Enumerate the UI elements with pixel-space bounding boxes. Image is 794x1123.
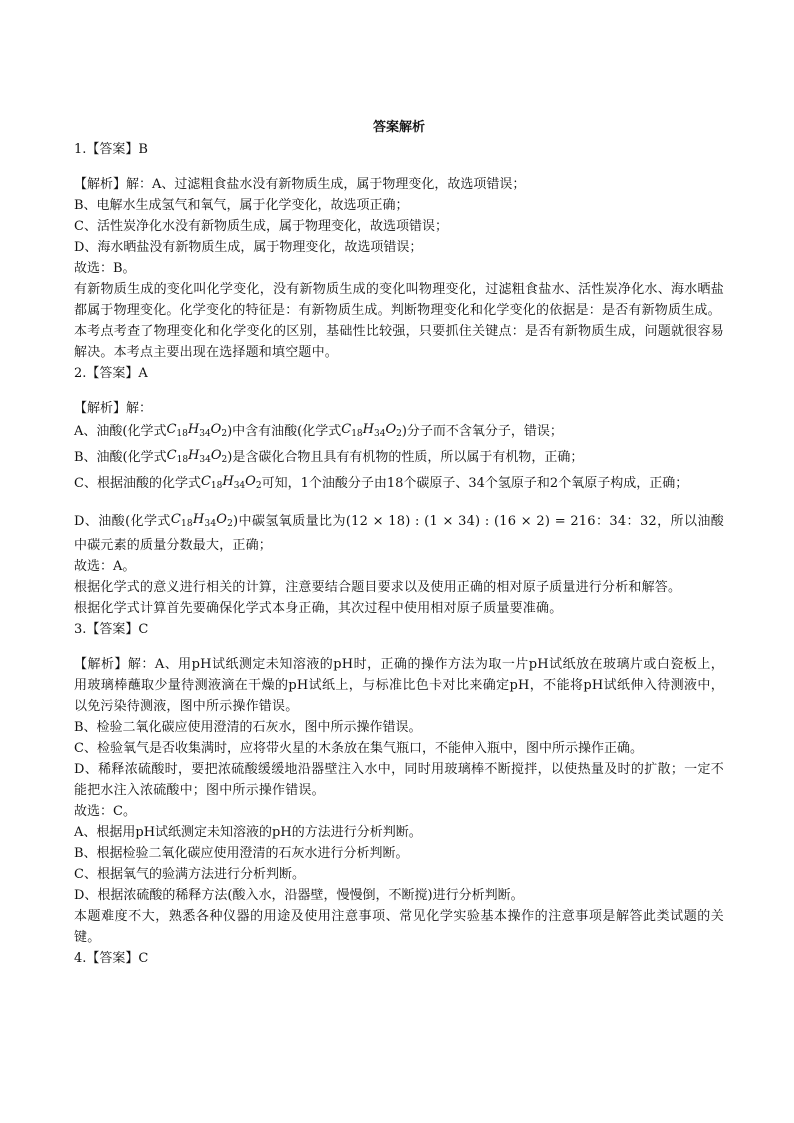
oleic-acid-formula: $C_{18}H_{34}O_2$	[341, 422, 402, 439]
q2-option-c	[74, 471, 724, 497]
q1-option-d: D、海水晒盐没有新物质生成，属于物理变化，故选项错误；	[74, 240, 423, 255]
q3-reason-b: B、根据检验二氧化碳应使用澄清的石灰水进行分析判断。	[74, 846, 409, 861]
q1-option-c: C、活性炭净化水没有新物质生成，属于物理变化，故选项错误；	[74, 219, 448, 234]
q2-b-text: B、油酸(化学式	[74, 450, 167, 465]
q3-choice: 故选：C。	[74, 804, 136, 819]
q2-analysis: 【解析】解：	[74, 401, 153, 416]
q2-answer: 2.【答案】A	[74, 366, 148, 381]
q2-summary: 根据化学式计算首先要确保化学式本身正确，其次过程中使用相对原子质量要准确。	[74, 601, 563, 616]
q2-a-text: )中含有油酸(化学式	[227, 424, 342, 439]
page-title: 答案解析	[372, 120, 425, 135]
q2-choice: 故选：A。	[74, 559, 136, 574]
oleic-acid-formula: $C_{18}H_{34}O_2$	[170, 512, 234, 529]
q3-reason-d: D、根据浓硫酸的稀释方法(酸入水，沿器壁，慢慢倒，不断搅)进行分析判断。	[74, 888, 524, 903]
q2-option-d	[74, 509, 724, 556]
oleic-acid-formula: $C_{18}H_{34}O_2$	[166, 422, 228, 439]
mass-ratio-equation: (12 × 18) : (1 × 34) : (16 × 2) = 216	[345, 514, 596, 529]
q1-choice: 故选：B。	[74, 261, 136, 276]
q2-option-b	[74, 445, 724, 471]
q2-c-text: C、根据油酸的化学式	[74, 476, 201, 491]
q4-answer: 4.【答案】C	[74, 951, 149, 966]
q3-analysis: 【解析】解：A、用pH试纸测定未知溶液的pH时，正确的操作方法为取一片pH试纸放在玻璃片或白瓷板上，用玻璃棒蘸取少量待测液滴在干燥的pH试纸上，与标准比色卡对比来确定pH，不能将pH试纸伸入待测液中，以免污染待测液，图中所示操作错误。	[74, 657, 724, 714]
q1-option-b: B、电解水生成氢气和氧气，属于化学变化，故选项正确；	[74, 198, 409, 213]
q1-answer: 1.【答案】B	[74, 142, 148, 157]
q2-d-text: D、油酸(化学式	[74, 514, 171, 529]
q1-explanation: 有新物质生成的变化叫化学变化，没有新物质生成的变化叫物理变化，过滤粗食盐水、活性炭净化水、海水晒盐都属于物理变化。化学变化的特征是：有新物质生成。判断物理变化和化学变化的依据是：是否有新物质生成。	[74, 282, 724, 318]
q3-reason-a: A、根据用pH试纸测定未知溶液的pH的方法进行分析判断。	[74, 825, 422, 840]
q3-option-d: D、稀释浓硫酸时，要把浓硫酸缓缓地沿器壁注入水中，同时用玻璃棒不断搅拌，以使热量及时的扩散；一定不能把水注入浓硫酸中；图中所示操作错误。	[74, 762, 724, 798]
q3-option-b: B、检验二氧化碳应使用澄清的石灰水，图中所示操作错误。	[74, 720, 422, 735]
oleic-acid-formula: $C_{18}H_{34}O_2$	[200, 474, 262, 491]
q2-explanation: 根据化学式的意义进行相关的计算，注意要结合题目要求以及使用正确的相对原子质量进行分析和解答。	[74, 580, 682, 595]
q2-d-text: ：34：32，所以油酸中碳元素的质量分数最大，正确；	[74, 514, 724, 553]
q2-option-a	[74, 419, 724, 445]
answer-document	[74, 118, 724, 969]
q2-d-text: )中碳氢氧质量比为	[233, 514, 346, 529]
q3-option-c: C、检验氧气是否收集满时，应将带火星的木条放在集气瓶口，不能伸入瓶中，图中所示操作正确。	[74, 741, 643, 756]
q2-b-text: )是含碳化合物且具有有机物的性质，所以属于有机物，正确；	[227, 450, 584, 465]
q2-a-text: )分子而不含氧分子，错误；	[401, 424, 563, 439]
q3-summary: 本题难度不大，熟悉各种仪器的用途及使用注意事项、常见化学实验基本操作的注意事项是解答此类试题的关键。	[74, 909, 724, 945]
q2-c-text: 可知，1个油酸分子由18个碳原子、34个氢原子和2个氧原子构成，正确；	[261, 476, 689, 491]
q1-summary: 本考点考查了物理变化和化学变化的区别，基础性比较强，只要抓住关键点：是否有新物质生成，问题就很容易解决。本考点主要出现在选择题和填空题中。	[74, 324, 724, 360]
oleic-acid-formula: $C_{18}H_{34}O_2$	[166, 448, 228, 465]
q2-a-text: A、油酸(化学式	[74, 424, 167, 439]
q3-reason-c: C、根据氧气的验满方法进行分析判断。	[74, 867, 305, 882]
q3-answer: 3.【答案】C	[74, 622, 149, 637]
q1-analysis: 【解析】解：A、过滤粗食盐水没有新物质生成，属于物理变化，故选项错误；	[74, 177, 526, 192]
